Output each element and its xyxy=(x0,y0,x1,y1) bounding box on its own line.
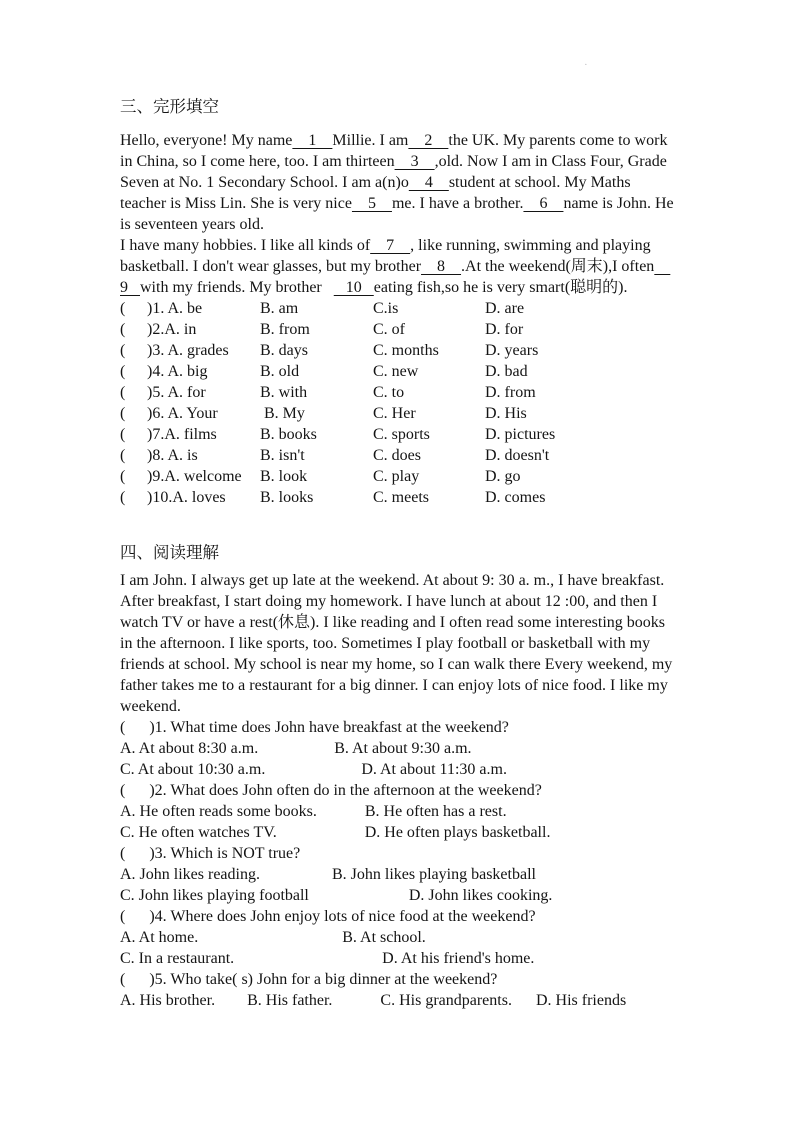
answer-paren: ( xyxy=(120,300,126,317)
option-c: C. months xyxy=(373,342,439,359)
option-a: )10.A. loves xyxy=(147,489,226,506)
question-stem: ( )5. Who take( s) John for a big dinner at the weekend? xyxy=(120,971,498,988)
cloze-option-row xyxy=(120,382,735,403)
cloze-passage-line xyxy=(120,193,735,214)
text-segment: basketball. I don't wear glasses, but my brother xyxy=(120,258,422,275)
option-a: )1. A. be xyxy=(147,300,203,317)
answer-paren: ( xyxy=(120,489,126,506)
option-c: C. Her xyxy=(373,405,416,422)
passage-line: in the afternoon. I like sports, too. Sometimes I play football or basketball with my xyxy=(120,635,651,652)
option-c: C. new xyxy=(373,363,419,380)
cloze-blank: 6 xyxy=(523,195,564,212)
option-b: B. look xyxy=(260,468,308,485)
question-options-row: A. At home. B. At school. xyxy=(120,929,426,946)
cloze-blank: 10 xyxy=(333,279,374,296)
text-segment: Millie. I am xyxy=(332,132,409,149)
option-a: )2.A. in xyxy=(147,321,197,338)
option-b: B. from xyxy=(260,321,310,338)
text-segment: the UK. My parents come to work xyxy=(448,132,668,149)
option-c: C. of xyxy=(373,321,405,338)
question-options-row: A. At about 8:30 a.m. B. At about 9:30 a.m. xyxy=(120,740,472,757)
cloze-passage-line xyxy=(120,214,735,235)
cloze-blank: 9 xyxy=(120,279,140,296)
reading-section-heading: 四、阅读理解 xyxy=(120,543,219,562)
option-d: D. go xyxy=(485,468,521,485)
cloze-passage-line xyxy=(120,130,735,151)
option-d: D. bad xyxy=(485,363,528,380)
cloze-blank: 4 xyxy=(408,174,449,191)
option-c: C. sports xyxy=(373,426,430,443)
cloze-passage-line xyxy=(120,172,735,193)
text-segment: teacher is Miss Lin. She is very nice xyxy=(120,195,352,212)
cloze-blank: 8 xyxy=(421,258,462,275)
text-segment: ,old. Now I am in Class Four, Grade xyxy=(434,153,667,170)
question-stem: ( )4. Where does John enjoy lots of nice food at the weekend? xyxy=(120,908,536,925)
reading-passage xyxy=(120,570,735,717)
cloze-passage-paragraph-2 xyxy=(120,235,735,298)
cloze-passage-line xyxy=(120,277,735,298)
question-stem: ( )3. Which is NOT true? xyxy=(120,845,301,862)
cloze-blank: 7 xyxy=(370,237,411,254)
text-segment: Hello, everyone! My name xyxy=(120,132,293,149)
text-segment: I have many hobbies. I like all kinds of xyxy=(120,237,371,254)
option-c: C. to xyxy=(373,384,405,401)
cloze-option-row xyxy=(120,487,735,508)
question-options-row: C. At about 10:30 a.m. D. At about 11:30 a.m. xyxy=(120,761,507,778)
answer-paren: ( xyxy=(120,468,126,485)
cloze-passage-line xyxy=(120,256,735,277)
answer-paren: ( xyxy=(120,426,126,443)
answer-paren: ( xyxy=(120,405,126,422)
cloze-option-row xyxy=(120,298,735,319)
passage-line: father takes me to a restaurant for a big dinner. I can enjoy lots of nice food. I like my xyxy=(120,677,668,694)
text-segment: , like running, swimming and playing xyxy=(410,237,651,254)
cloze-option-row xyxy=(120,445,735,466)
cloze-section-heading: 三、完形填空 xyxy=(120,97,219,116)
option-d: D. His xyxy=(485,405,527,422)
text-segment: in China, so I come here, too. I am thirteen xyxy=(120,153,395,170)
option-c: C. meets xyxy=(373,489,429,506)
option-b: B. am xyxy=(260,300,299,317)
cloze-option-row xyxy=(120,340,735,361)
option-d: D. years xyxy=(485,342,539,359)
option-d: D. pictures xyxy=(485,426,556,443)
option-a: )9.A. welcome xyxy=(147,468,242,485)
option-b: B. looks xyxy=(260,489,314,506)
cloze-blank xyxy=(654,258,670,275)
option-a: )6. A. Your xyxy=(147,405,218,422)
option-a: )8. A. is xyxy=(147,447,198,464)
text-segment: name is John. He xyxy=(563,195,674,212)
option-a: )3. A. grades xyxy=(147,342,229,359)
passage-line: friends at school. My school is near my home, so I can walk there Every weekend, my xyxy=(120,656,673,673)
question-stem: ( )2. What does John often do in the afternoon at the weekend? xyxy=(120,782,542,799)
option-b: B. old xyxy=(260,363,300,380)
passage-line: weekend. xyxy=(120,698,181,715)
question-options-row: C. John likes playing football D. John likes cooking. xyxy=(120,887,553,904)
option-a: )4. A. big xyxy=(147,363,208,380)
answer-paren: ( xyxy=(120,363,126,380)
worksheet-content xyxy=(120,96,735,1011)
option-b: B. isn't xyxy=(260,447,305,464)
question-options-row: C. He often watches TV. D. He often plays basketball. xyxy=(120,824,551,841)
stray-mark: · xyxy=(584,59,588,71)
option-d: D. for xyxy=(485,321,524,338)
text-segment: Seven at No. 1 Secondary School. I am a(n)o xyxy=(120,174,409,191)
passage-line: watch TV or have a rest(休息). I like reading and I often read some interesting books xyxy=(120,614,666,631)
question-options-row: A. John likes reading. B. John likes playing basketball xyxy=(120,866,536,883)
question-stem: ( )1. What time does John have breakfast at the weekend? xyxy=(120,719,509,736)
option-c: C. does xyxy=(373,447,421,464)
cloze-blank: 1 xyxy=(292,132,333,149)
cloze-passage-paragraph-1 xyxy=(120,130,735,235)
text-segment: me. I have a brother. xyxy=(391,195,524,212)
text-segment: with my friends. My brother xyxy=(140,279,334,296)
option-c: C.is xyxy=(373,300,399,317)
answer-paren: ( xyxy=(120,321,126,338)
option-d: D. are xyxy=(485,300,525,317)
option-c: C. play xyxy=(373,468,420,485)
option-d: D. from xyxy=(485,384,536,401)
passage-line: After breakfast, I start doing my homework. I have lunch at about 12 :00, and then I xyxy=(120,593,658,610)
reading-questions xyxy=(120,717,735,1011)
cloze-option-row xyxy=(120,319,735,340)
cloze-option-row xyxy=(120,361,735,382)
answer-paren: ( xyxy=(120,447,126,464)
answer-paren: ( xyxy=(120,384,126,401)
cloze-option-row xyxy=(120,403,735,424)
cloze-blank: 5 xyxy=(351,195,392,212)
text-segment: eating fish,so he is very smart(聪明的). xyxy=(373,279,628,296)
option-b: B. days xyxy=(260,342,308,359)
option-b: B. My xyxy=(260,405,305,422)
question-options-row: A. He often reads some books. B. He often has a rest. xyxy=(120,803,507,820)
cloze-passage-line xyxy=(120,235,735,256)
question-options-row: C. In a restaurant. D. At his friend's home. xyxy=(120,950,535,967)
option-a: )5. A. for xyxy=(147,384,206,401)
cloze-blank: 2 xyxy=(408,132,449,149)
question-options-row: A. His brother. B. His father. C. His grandparents. D. His friends xyxy=(120,992,627,1009)
passage-line: I am John. I always get up late at the weekend. At about 9: 30 a. m., I have breakfast. xyxy=(120,572,665,589)
cloze-blank: 3 xyxy=(394,153,435,170)
text-segment: .At the weekend(周末),I often xyxy=(461,258,655,275)
option-a: )7.A. films xyxy=(147,426,217,443)
text-segment: student at school. My Maths xyxy=(448,174,631,191)
option-d: D. comes xyxy=(485,489,546,506)
cloze-option-row xyxy=(120,424,735,445)
option-d: D. doesn't xyxy=(485,447,550,464)
option-b: B. with xyxy=(260,384,308,401)
cloze-passage-line xyxy=(120,151,735,172)
option-b: B. books xyxy=(260,426,317,443)
cloze-options-table xyxy=(120,298,735,508)
answer-paren: ( xyxy=(120,342,126,359)
text-segment: is seventeen years old. xyxy=(120,216,264,233)
cloze-option-row xyxy=(120,466,735,487)
